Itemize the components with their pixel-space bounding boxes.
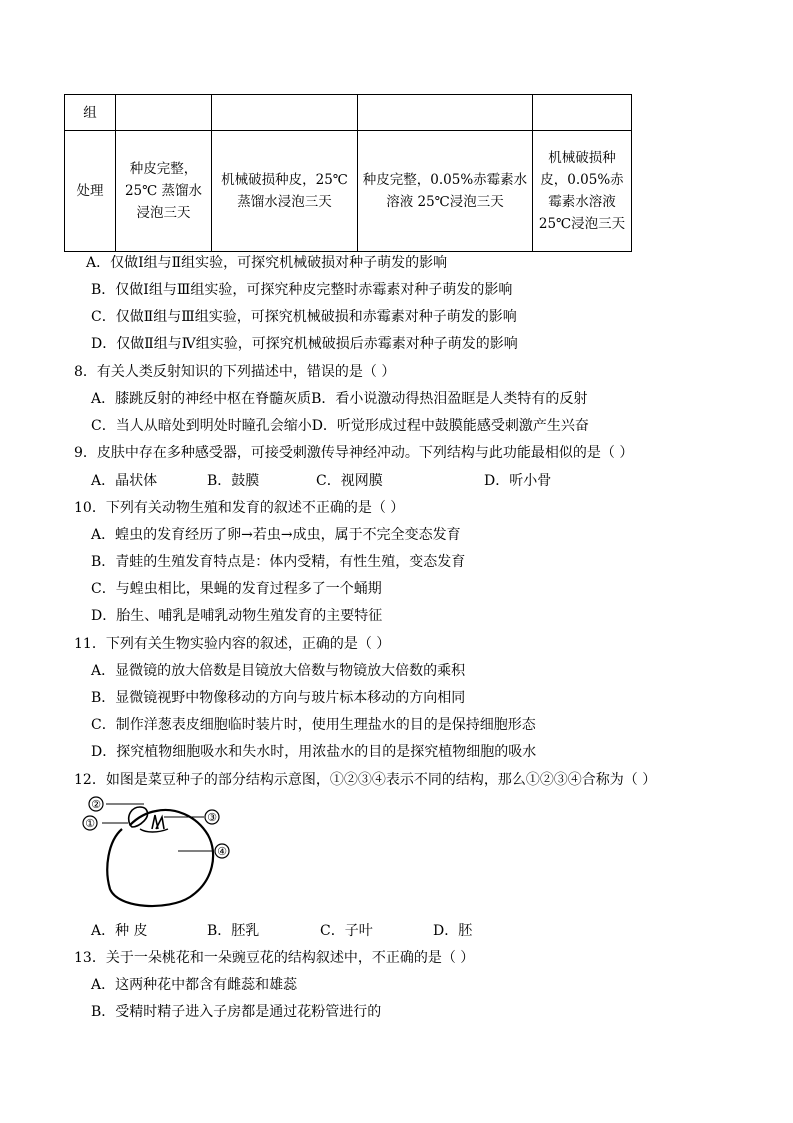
label-2: ② (91, 798, 101, 811)
table-cell: 机械破损种皮，25℃蒸馏水浸泡三天 (212, 131, 358, 252)
q12-option-b: B．胚乳 (207, 923, 260, 939)
label-4: ④ (217, 845, 227, 858)
q10-option-d: D．胎生、哺乳是哺乳动物生殖发育的主要特征 (91, 608, 383, 624)
q10-option-a: A．蝗虫的发育经历了卵→若虫→成虫，属于不完全变态发育 (91, 527, 461, 543)
q7-option-d: D．仅做Ⅱ组与Ⅳ组实验，可探究机械破损后赤霉素对种子萌发的影响 (91, 336, 518, 352)
q8-stem: 8．有关人类反射知识的下列描述中，错误的是（ ） (74, 364, 396, 380)
q10-stem: 10．下列有关动物生殖和发育的叙述不正确的是（ ） (74, 500, 405, 516)
q13-option-a: A．这两种花中都含有雌蕊和雄蕊 (91, 977, 298, 993)
bean-seed-svg (78, 793, 238, 913)
q11-option-a: A．显微镜的放大倍数是目镜放大倍数与物镜放大倍数的乘积 (91, 663, 466, 679)
bean-seed-diagram (78, 793, 238, 913)
q8-options-line1: A．膝跳反射的神经中枢在脊髓灰质B．看小说激动得热泪盈眶是人类特有的反射 (91, 391, 588, 407)
q7-option-b: B．仅做Ⅰ组与Ⅲ组实验，可探究种皮完整时赤霉素对种子萌发的影响 (91, 282, 513, 298)
q9-option-c: C．视网膜 (316, 473, 383, 489)
table-cell: 种皮完整，25℃ 蒸馏水浸泡三天 (116, 131, 212, 252)
table-cell: 种皮完整，0.05%赤霉素水溶液 25℃浸泡三天 (358, 131, 533, 252)
q12-option-a: A．种 皮 (91, 923, 148, 939)
q9-option-b: B．鼓膜 (207, 473, 260, 489)
q9-option-a: A．晶状体 (91, 473, 158, 489)
hypocotyl-line (140, 829, 168, 832)
q11-stem: 11．下列有关生物实验内容的叙述，正确的是（ ） (74, 636, 391, 652)
q9-stem: 9．皮肤中存在多种感受器，可接受刺激传导神经冲动。下列结构与此功能最相似的是（ ） (74, 445, 634, 461)
q10-option-b: B．青蛙的生殖发育特点是：体内受精，有性生殖，变态发育 (91, 554, 466, 570)
q9-option-d: D．听小骨 (484, 473, 552, 489)
q11-option-d: D．探究植物细胞吸水和失水时，用浓盐水的目的是探究植物细胞的吸水 (91, 744, 537, 760)
q8-options-line2: C．当人从暗处到明处时瞳孔会缩小D．听觉形成过程中鼓膜能感受刺激产生兴奋 (91, 418, 589, 434)
table-cell (116, 95, 212, 131)
q12-option-d: D．胚 (433, 923, 473, 939)
table-row-label: 处理 (65, 131, 116, 252)
q10-option-c: C．与蝗虫相比，果蝇的发育过程多了一个蛹期 (91, 581, 382, 597)
plumule-shape (152, 815, 164, 829)
q7-option-c: C．仅做Ⅱ组与Ⅲ组实验，可探究机械破损和赤霉素对种子萌发的影响 (91, 309, 517, 325)
table-cell (212, 95, 358, 131)
table-row (65, 95, 632, 131)
q11-option-b: B．显微镜视野中物像移动的方向与玻片标本移动的方向相同 (91, 690, 466, 706)
q11-option-c: C．制作洋葱表皮细胞临时装片时，使用生理盐水的目的是保持细胞形态 (91, 717, 536, 733)
label-1: ① (85, 817, 95, 830)
q12-option-c: C．子叶 (320, 923, 373, 939)
q7-option-a: A．仅做Ⅰ组与Ⅱ组实验，可探究机械破损对种子萌发的影响 (86, 255, 448, 271)
table-cell (533, 95, 632, 131)
table-header-label: 组 (65, 95, 116, 131)
table-cell (358, 95, 533, 131)
table-row (65, 131, 632, 252)
q12-stem: 12．如图是菜豆种子的部分结构示意图，①②③④表示不同的结构，那么①②③④合称为（ ） (74, 772, 657, 788)
seed-coat-outline (107, 810, 213, 906)
table-cell: 机械破损种皮，0.05%赤霉素水溶液25℃浸泡三天 (533, 131, 632, 252)
q13-option-b: B．受精时精子进入子房都是通过花粉管进行的 (91, 1004, 382, 1020)
label-3: ③ (207, 811, 217, 824)
experiment-table (64, 94, 632, 252)
q13-stem: 13．关于一朵桃花和一朵豌豆花的结构叙述中，不正确的是（ ） (74, 950, 475, 966)
